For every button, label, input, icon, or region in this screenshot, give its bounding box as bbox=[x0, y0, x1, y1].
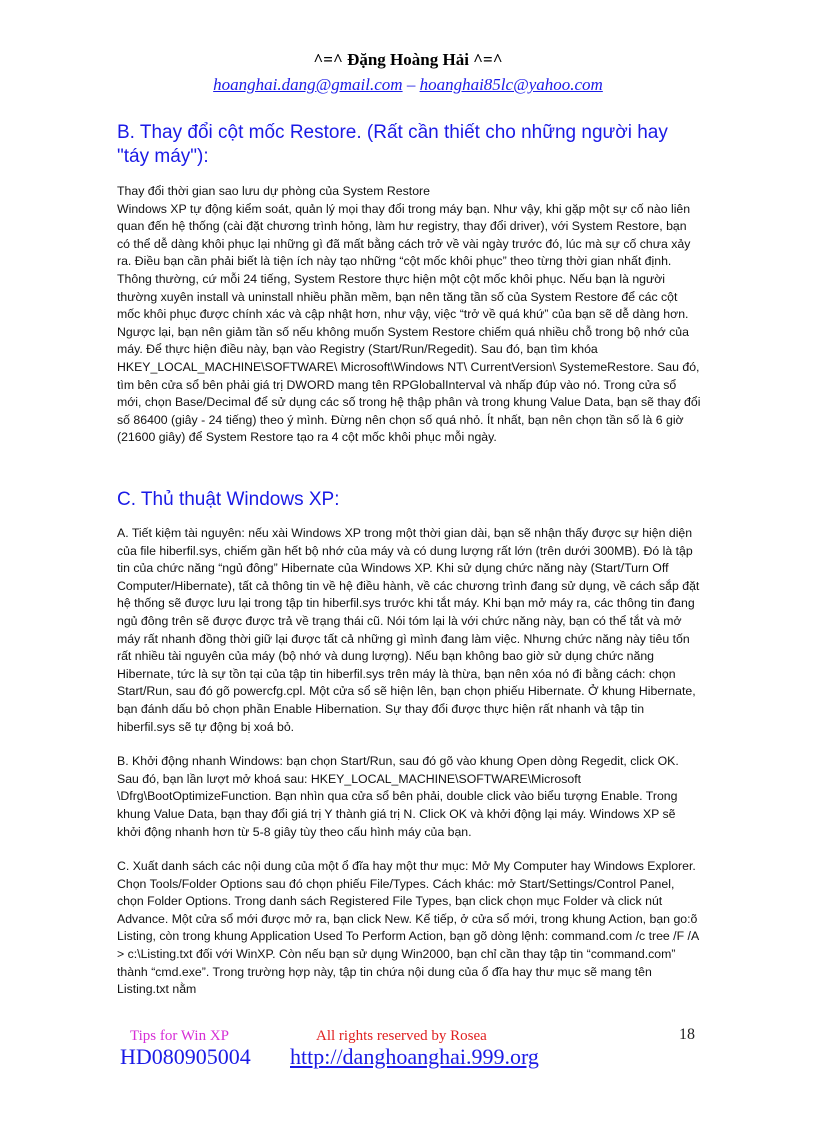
email-separator: – bbox=[402, 75, 420, 94]
section-c bbox=[117, 488, 702, 999]
page-header bbox=[0, 50, 816, 70]
tip-c-paragraph: C. Xuất danh sách các nội dung của một ổ đĩa hay một thư mục: Mở My Computer hay Windows Explorer. Chọn Tools/Folder Options sau đó chọn phiếu File/Types. Cách khác: mở Start/Settings/Control Panel, chọn Folder Options. Trong danh sách Registered File Types, bạn click chọn mục Folder và click nút Advance. Một cửa sổ mới được mở ra, bạn click New. Kế tiếp, ở cửa sổ mới, trong khung Action, bạn go:õ Listing, còn trong khung Application Used To Perform Action, bạn gõ dòng lệnh: command.com /c tree /F /A > c:\Listing.txt đối với WinXP. Còn nếu bạn sử dụng Win2000, bạn chỉ cần thay tập tin “command.com” thành “cmd.exe”. Trong trường hợp này, tập tin chứa nội dung của ổ đĩa hay thư mục sẽ mang tên Listing.txt nằm bbox=[117, 859, 699, 997]
email-link-yahoo[interactable]: hoanghai85lc@yahoo.com bbox=[419, 75, 603, 94]
footer-website-link[interactable]: http://danghoanghai.999.org bbox=[290, 1044, 539, 1069]
section-b-body bbox=[117, 183, 702, 447]
tip-b-paragraph: B. Khởi động nhanh Windows: bạn chọn Start/Run, sau đó gõ vào khung Open dòng Regedit, click OK. Sau đó, bạn lần lượt mở khoá sau: HKEY_LOCAL_MACHINE\SOFTWARE\Microsoft \Dfrg\BootOptimizeFunction. Bạn nhìn qua cửa sổ bên phải, double click vào biểu tượng Enable. Trong khung Value Data, bạn thay đổi giá trị Y thành giá trị N. Click OK và khởi động lại máy. Windows XP sẽ khởi động nhanh hơn từ 5-8 giây tùy theo cấu hình máy của bạn. bbox=[117, 754, 679, 839]
section-b-paragraph: Thay đổi thời gian sao lưu dự phòng của System Restore Windows XP tự động kiểm soát, quản lý mọi thay đổi trong máy bạn. Như vậy, khi gặp một sự cố nào liên quan đến hệ thống (cài đặt chương trình hỏng, làm hư registry, thay đổi driver), với System Restore, bạn có thể dễ dàng khôi phục lại những gì đã mất bằng cách trở về vài ngày trước đó, lúc mà sự cố chưa xảy ra. Điều bạn cần phải biết là tiện ích này tạo những “cột mốc khôi phục” theo từng thời gian nhất định. Thông thường, cứ mỗi 24 tiếng, System Restore thực hiện một cột mốc khôi phục. Nếu bạn là người thường xuyên install và uninstall nhiều phần mềm, bạn nên tăng tần số của System Restore để các cột mốc khôi phục được chính xác và cập nhật hơn, như vậy, việc “trở về quá khứ” của bạn sẽ dễ dàng hơn. Ngược lại, bạn nên giảm tần số nếu không muốn System Restore chiếm quá nhiều chỗ trong bộ nhớ của máy. Để thực hiện điều này, bạn vào Registry (Start/Run/Regedit). Sau đó, bạn tìm khóa HKEY_LOCAL_MACHINE\SOFTWARE\ Microsoft\Windows NT\ CurrentVersion\ SystemeRestore. Sau đó, tìm bên cửa sổ bên phải giá trị DWORD mang tên RPGlobalInterval và nhấp đúp vào nó. Trong cửa sổ mới, chọn Base/Decimal để sử dụng các số trong hệ thập phân và trong khung Value Data, bạn sẽ thay đổi số 86400 (giây - 24 tiếng) theo ý mình. Đừng nên chọn số quá nhỏ. Ít nhất, bạn nên chọn tần số là 6 giờ (21600 giây) để System Restore tạo ra 4 cột mốc khôi phục mỗi ngày. bbox=[117, 184, 701, 445]
section-c-heading: C. Thủ thuật Windows XP: bbox=[117, 489, 340, 510]
email-link-gmail[interactable]: hoanghai.dang@gmail.com bbox=[213, 75, 403, 94]
footer-document-code: HD080905004 bbox=[120, 1044, 251, 1069]
section-c-body bbox=[117, 525, 702, 999]
page-number: 18 bbox=[679, 1026, 695, 1043]
footer-series-label: Tips for Win XP bbox=[130, 1028, 230, 1044]
author-emails bbox=[0, 75, 816, 95]
tip-a-paragraph: A. Tiết kiệm tài nguyên: nếu xài Windows XP trong một thời gian dài, bạn sẽ nhận thấy được sự hiện diện của file hiberfil.sys, chiếm gần hết bộ nhớ của máy và có dung lượng rất lớn (trên dưới 300MB). Đó là tập tin của chức năng “ngủ đông” Hibernate của Windows XP. Khi sử dụng chức năng này (Start/Turn Off Computer/Hibernate), tất cả thông tin về hệ điều hành, về các chương trình đang sử dụng, về cách sắp đặt hệ thống sẽ được lưu lại trong tập tin hiberfil.sys trước khi tắt máy. Khi bạn mở máy ra, các thông tin đang ngủ đông trên sẽ được được trả về trạng thái cũ. Nói tóm lại là với chức năng này, bạn có thể tắt và mở máy rất nhanh đồng thời giữ lại được tất cả những gì mình đang làm việc. Nhưng chức năng này tiêu tốn rất nhiều tài nguyên của máy (bộ nhớ và dung lượng). Nếu bạn không bao giờ sử dụng chức năng Hibernate, tức là sự tồn tại của tập tin hiberfil.sys trên máy là thừa, bạn nên xóa nó đi bằng cách: chọn Start/Run, sau đó gõ powercfg.cpl. Một cửa sổ sẽ hiện lên, bạn chọn phiếu Hibernate. Ở khung Hibernate, bạn đánh dấu bỏ chọn phần Enable Hibernation. Sự thay đổi được thực hiện rất nhanh và tập tin hiberfil.sys sẽ tự động bị xoá bỏ. bbox=[117, 526, 700, 734]
section-b bbox=[117, 121, 702, 447]
footer-rights: All rights reserved by Rosea bbox=[316, 1028, 487, 1044]
section-b-heading: B. Thay đổi cột mốc Restore. (Rất cần thiết cho những người hay "táy máy"): bbox=[117, 122, 668, 167]
author-title: ^=^ Đặng Hoàng Hải ^=^ bbox=[313, 50, 503, 69]
